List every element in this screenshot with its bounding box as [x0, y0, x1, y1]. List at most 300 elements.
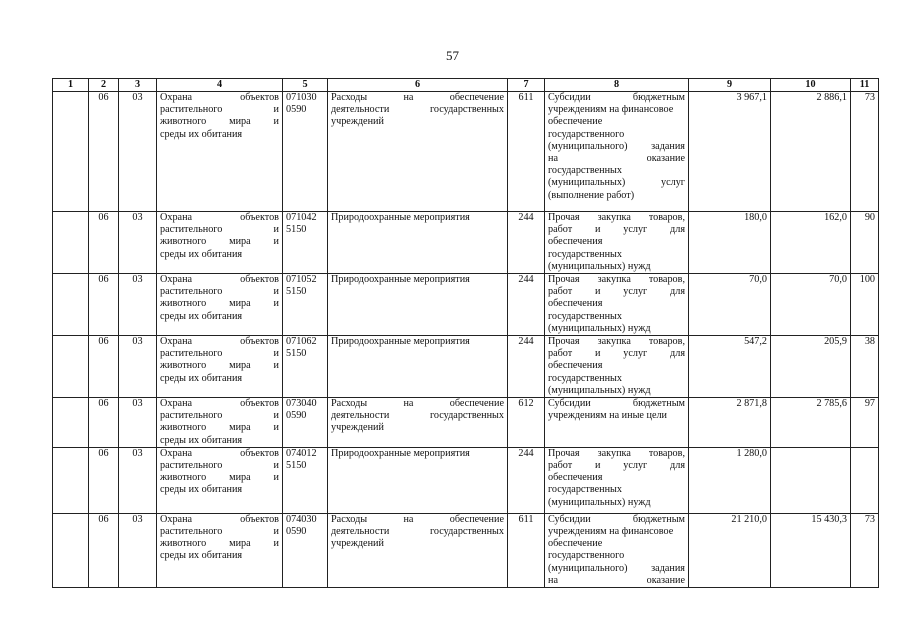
- cell-word: среды их обитания: [160, 310, 243, 322]
- cell-word: (выполнение работ): [548, 189, 635, 201]
- cell-expense-type-name: [545, 92, 689, 212]
- cell-target-code-line: [286, 398, 324, 410]
- cell-word: животного: [160, 422, 207, 434]
- budget-table: [52, 78, 879, 588]
- cell-word: на: [403, 398, 414, 410]
- cell-word: услуг: [623, 224, 648, 236]
- table-row: [53, 92, 879, 212]
- cell-word: мира: [229, 116, 251, 128]
- cell-word: услуг: [623, 460, 648, 472]
- cell-percent: 73: [851, 92, 879, 212]
- cell-program-name: [157, 274, 283, 336]
- cell-expense-type-name-line: [548, 538, 685, 550]
- cell-program-name-line: [160, 422, 279, 434]
- cell-word: Охрана: [160, 398, 193, 410]
- cell-expense-name-line: [331, 336, 504, 348]
- cell-word: объектов: [240, 92, 279, 103]
- table-row: [53, 336, 879, 398]
- cell-word: (муниципальных) нужд: [548, 384, 651, 396]
- cell-program-name-line: [160, 336, 279, 348]
- cell-word: животного: [160, 472, 207, 484]
- cell-word: и: [273, 236, 279, 248]
- cell-program-name-line: [160, 348, 279, 360]
- cell-target-code: [283, 447, 328, 513]
- cell-expense-type-name-line: [548, 410, 685, 422]
- cell-col-1: [53, 398, 89, 448]
- cell-word: на: [548, 153, 558, 165]
- cell-program-name-line: [160, 286, 279, 298]
- cell-actual-amount: 70,0: [771, 274, 851, 336]
- cell-word: бюджетным: [632, 398, 685, 410]
- table-row: [53, 398, 879, 448]
- cell-word: растительного: [160, 224, 223, 236]
- cell-expense-name: [328, 92, 508, 212]
- cell-word: оказание: [646, 574, 685, 586]
- cell-word: Природоохранные мероприятия: [331, 447, 470, 459]
- cell-expense-type-name-line: [548, 274, 685, 286]
- cell-word: деятельности: [331, 410, 390, 422]
- cell-word: растительного: [160, 410, 223, 422]
- cell-word: (муниципального): [548, 140, 628, 152]
- cell-target-code-line: [286, 336, 324, 348]
- cell-word: и: [273, 360, 279, 372]
- cell-target-code-line: [286, 224, 324, 236]
- cell-word: задания: [651, 562, 685, 574]
- cell-word: работ: [548, 348, 573, 360]
- cell-expense-type-name-line: [548, 236, 685, 248]
- cell-word: услуг: [661, 177, 685, 189]
- cell-word: объектов: [240, 212, 279, 223]
- cell-word: Субсидии: [548, 92, 591, 103]
- cell-col-1: [53, 274, 89, 336]
- cell-program-name-line: [160, 129, 279, 141]
- cell-word: и: [273, 348, 279, 360]
- cell-target-code: [283, 92, 328, 212]
- cell-word: и: [273, 286, 279, 298]
- cell-word: для: [670, 348, 685, 360]
- cell-word: обеспечения: [548, 236, 603, 248]
- cell-expense-type-name: [545, 212, 689, 274]
- cell-percent: [851, 447, 879, 513]
- cell-word: Охрана: [160, 513, 193, 525]
- cell-word: и: [595, 460, 601, 472]
- cell-target-code-line: [286, 448, 324, 460]
- cell-expense-name-line: [331, 410, 504, 422]
- cell-program-name-line: [160, 550, 279, 562]
- cell-expense-type-code: 611: [508, 92, 545, 212]
- cell-expense-type-name-line: [548, 104, 685, 116]
- cell-expense-type-name-line: [548, 249, 685, 261]
- cell-word: товаров,: [648, 274, 685, 286]
- cell-expense-type-name-line: [548, 116, 685, 128]
- cell-word: животного: [160, 538, 207, 550]
- cell-word: работ: [548, 460, 573, 472]
- table-body: [53, 92, 879, 588]
- cell-word: товаров,: [648, 212, 685, 223]
- cell-expense-name-line: [331, 526, 504, 538]
- cell-subsection: 03: [119, 274, 157, 336]
- cell-expense-name-line: [331, 274, 504, 286]
- cell-expense-type-name-line: [548, 165, 685, 177]
- cell-expense-name-line: [331, 422, 504, 434]
- cell-word: среды их обитания: [160, 248, 243, 260]
- cell-word: Охрана: [160, 212, 193, 223]
- cell-expense-type-name: [545, 398, 689, 448]
- cell-expense-type-name-line: [548, 526, 685, 538]
- cell-program-name: [157, 92, 283, 212]
- cell-word: и: [595, 224, 601, 236]
- cell-word: деятельности: [331, 526, 390, 538]
- cell-expense-type-name-line: [548, 224, 685, 236]
- cell-expense-type-name-line: [548, 550, 685, 562]
- cell-word: на: [548, 574, 558, 586]
- cell-expense-type-name-line: [548, 286, 685, 298]
- cell-word: объектов: [240, 513, 279, 525]
- cell-expense-name-line: [331, 398, 504, 410]
- cell-target-code-line: [286, 526, 324, 538]
- cell-word: 074030: [286, 513, 317, 525]
- cell-expense-name: [328, 398, 508, 448]
- cell-word: Прочая: [548, 212, 580, 223]
- cell-word: и: [273, 538, 279, 550]
- cell-expense-type-name-line: [548, 385, 685, 397]
- cell-word: животного: [160, 298, 207, 310]
- column-header-9: 9: [689, 79, 771, 92]
- cell-section: 06: [89, 513, 119, 587]
- cell-word: 071052: [286, 274, 317, 286]
- cell-word: среды их обитания: [160, 434, 243, 446]
- cell-word: животного: [160, 116, 207, 128]
- table-row: [53, 513, 879, 587]
- cell-word: на: [403, 92, 414, 103]
- cell-target-code: [283, 398, 328, 448]
- cell-section: 06: [89, 274, 119, 336]
- cell-expense-name-line: [331, 212, 504, 224]
- cell-planned-amount: 3 967,1: [689, 92, 771, 212]
- cell-word: растительного: [160, 526, 223, 538]
- cell-percent: 90: [851, 212, 879, 274]
- cell-col-1: [53, 212, 89, 274]
- cell-program-name-line: [160, 526, 279, 538]
- cell-word: растительного: [160, 348, 223, 360]
- cell-word: Охрана: [160, 92, 193, 103]
- column-header-11: 11: [851, 79, 879, 92]
- cell-word: среды их обитания: [160, 128, 243, 140]
- cell-target-code-line: [286, 92, 324, 104]
- cell-word: и: [273, 104, 279, 116]
- cell-word: Природоохранные мероприятия: [331, 274, 470, 286]
- cell-program-name-line: [160, 435, 279, 447]
- cell-word: растительного: [160, 460, 223, 472]
- cell-expense-type-code: 244: [508, 274, 545, 336]
- cell-target-code-line: [286, 104, 324, 116]
- cell-word: Субсидии: [548, 398, 591, 410]
- cell-word: среды их обитания: [160, 372, 243, 384]
- cell-word: и: [273, 116, 279, 128]
- cell-program-name-line: [160, 104, 279, 116]
- cell-word: услуг: [623, 286, 648, 298]
- cell-program-name-line: [160, 224, 279, 236]
- cell-word: Охрана: [160, 336, 193, 348]
- cell-expense-type-code: 244: [508, 212, 545, 274]
- cell-word: мира: [229, 360, 251, 372]
- cell-word: закупка: [597, 336, 631, 348]
- cell-word: обеспечения: [548, 360, 603, 372]
- cell-word: 071042: [286, 212, 317, 223]
- cell-expense-name-line: [331, 448, 504, 460]
- cell-col-1: [53, 513, 89, 587]
- cell-col-1: [53, 447, 89, 513]
- cell-col-1: [53, 92, 89, 212]
- cell-word: товаров,: [648, 336, 685, 348]
- cell-word: для: [670, 224, 685, 236]
- cell-word: и: [273, 526, 279, 538]
- cell-expense-type-name-line: [548, 484, 685, 496]
- cell-col-1: [53, 336, 89, 398]
- cell-expense-type-name-line: [548, 311, 685, 323]
- cell-expense-name-line: [331, 538, 504, 550]
- cell-expense-type-name-line: [548, 575, 685, 587]
- cell-expense-type-code: 244: [508, 336, 545, 398]
- cell-program-name-line: [160, 116, 279, 128]
- cell-program-name-line: [160, 236, 279, 248]
- cell-word: обеспечение: [449, 92, 504, 103]
- table-row: [53, 212, 879, 274]
- cell-expense-type-name-line: [548, 323, 685, 335]
- cell-program-name: [157, 398, 283, 448]
- cell-target-code-line: [286, 274, 324, 286]
- cell-word: работ: [548, 224, 573, 236]
- cell-word: обеспечения: [548, 298, 603, 310]
- cell-section: 06: [89, 92, 119, 212]
- cell-word: объектов: [240, 274, 279, 286]
- cell-expense-type-name-line: [548, 448, 685, 460]
- cell-word: среды их обитания: [160, 550, 243, 562]
- header-row: [53, 79, 879, 92]
- cell-program-name-line: [160, 514, 279, 526]
- cell-expense-type-name: [545, 447, 689, 513]
- cell-percent: 97: [851, 398, 879, 448]
- cell-word: деятельности: [331, 104, 390, 116]
- cell-word: государственных: [430, 526, 504, 538]
- cell-word: государственных: [430, 104, 504, 116]
- cell-target-code-line: [286, 348, 324, 360]
- cell-subsection: 03: [119, 212, 157, 274]
- cell-word: государственных: [548, 165, 622, 177]
- cell-program-name: [157, 447, 283, 513]
- cell-word: растительного: [160, 286, 223, 298]
- cell-word: мира: [229, 236, 251, 248]
- cell-word: и: [273, 472, 279, 484]
- cell-word: оказание: [646, 153, 685, 165]
- cell-word: 074012: [286, 447, 317, 459]
- column-header-10: 10: [771, 79, 851, 92]
- cell-word: Природоохранные мероприятия: [331, 336, 470, 348]
- cell-percent: 38: [851, 336, 879, 398]
- table-row: [53, 447, 879, 513]
- cell-word: учреждениям на финансовое: [548, 526, 674, 538]
- cell-word: Природоохранные мероприятия: [331, 212, 470, 223]
- cell-word: обеспечение: [548, 116, 603, 128]
- cell-target-code-line: [286, 286, 324, 298]
- cell-word: закупка: [597, 447, 631, 459]
- cell-word: Расходы: [331, 398, 368, 410]
- cell-expense-name: [328, 447, 508, 513]
- cell-word: для: [670, 460, 685, 472]
- column-header-8: 8: [545, 79, 689, 92]
- cell-planned-amount: 180,0: [689, 212, 771, 274]
- cell-subsection: 03: [119, 92, 157, 212]
- cell-planned-amount: 21 210,0: [689, 513, 771, 587]
- cell-word: Прочая: [548, 447, 580, 459]
- column-header-2: 2: [89, 79, 119, 92]
- cell-word: Субсидии: [548, 513, 591, 525]
- cell-expense-type-name: [545, 274, 689, 336]
- cell-subsection: 03: [119, 447, 157, 513]
- cell-expense-name: [328, 336, 508, 398]
- cell-expense-type-name-line: [548, 348, 685, 360]
- cell-program-name-line: [160, 298, 279, 310]
- cell-expense-type-code: 244: [508, 447, 545, 513]
- cell-program-name: [157, 513, 283, 587]
- cell-program-name-line: [160, 360, 279, 372]
- cell-word: (муниципальных) нужд: [548, 496, 651, 508]
- cell-word: животного: [160, 360, 207, 372]
- column-header-7: 7: [508, 79, 545, 92]
- cell-word: учреждений: [331, 116, 384, 128]
- cell-planned-amount: 2 871,8: [689, 398, 771, 448]
- cell-expense-type-name-line: [548, 261, 685, 273]
- cell-word: Прочая: [548, 274, 580, 286]
- cell-target-code-line: [286, 212, 324, 224]
- cell-subsection: 03: [119, 398, 157, 448]
- cell-word: бюджетным: [632, 92, 685, 103]
- cell-target-code-line: [286, 514, 324, 526]
- cell-word: учреждениям на иные цели: [548, 410, 668, 422]
- cell-word: мира: [229, 538, 251, 550]
- cell-word: государственных: [548, 484, 622, 496]
- cell-actual-amount: 15 430,3: [771, 513, 851, 587]
- cell-word: для: [670, 286, 685, 298]
- cell-expense-type-name-line: [548, 563, 685, 575]
- cell-actual-amount: [771, 447, 851, 513]
- cell-subsection: 03: [119, 513, 157, 587]
- cell-word: и: [273, 224, 279, 236]
- cell-word: на: [403, 513, 414, 525]
- cell-expense-name-line: [331, 104, 504, 116]
- cell-word: услуг: [623, 348, 648, 360]
- cell-word: 0590: [286, 104, 307, 116]
- cell-word: мира: [229, 472, 251, 484]
- cell-actual-amount: 205,9: [771, 336, 851, 398]
- cell-word: 0590: [286, 410, 307, 422]
- cell-expense-type-name-line: [548, 497, 685, 509]
- cell-section: 06: [89, 447, 119, 513]
- column-header-6: 6: [328, 79, 508, 92]
- cell-word: объектов: [240, 398, 279, 410]
- cell-expense-type-name-line: [548, 177, 685, 189]
- column-header-3: 3: [119, 79, 157, 92]
- cell-expense-type-name-line: [548, 360, 685, 372]
- column-header-1: 1: [53, 79, 89, 92]
- cell-expense-type-name-line: [548, 298, 685, 310]
- cell-actual-amount: 162,0: [771, 212, 851, 274]
- cell-expense-type-name-line: [548, 212, 685, 224]
- cell-subsection: 03: [119, 336, 157, 398]
- cell-target-code: [283, 336, 328, 398]
- cell-word: Прочая: [548, 336, 580, 348]
- cell-expense-type-name-line: [548, 514, 685, 526]
- cell-section: 06: [89, 398, 119, 448]
- cell-word: (муниципальных): [548, 177, 626, 189]
- cell-planned-amount: 70,0: [689, 274, 771, 336]
- cell-expense-type-name-line: [548, 373, 685, 385]
- cell-percent: 73: [851, 513, 879, 587]
- cell-word: 5150: [286, 460, 307, 472]
- cell-expense-name: [328, 212, 508, 274]
- cell-word: мира: [229, 298, 251, 310]
- cell-word: обеспечение: [449, 398, 504, 410]
- cell-word: (муниципальных) нужд: [548, 322, 651, 334]
- cell-word: и: [273, 410, 279, 422]
- cell-expense-name: [328, 513, 508, 587]
- cell-program-name-line: [160, 274, 279, 286]
- cell-word: и: [273, 422, 279, 434]
- cell-word: учреждений: [331, 422, 384, 434]
- cell-word: 073040: [286, 398, 317, 410]
- cell-percent: 100: [851, 274, 879, 336]
- cell-target-code: [283, 212, 328, 274]
- cell-word: государственного: [548, 128, 625, 140]
- cell-word: товаров,: [648, 447, 685, 459]
- cell-program-name-line: [160, 410, 279, 422]
- cell-word: обеспечение: [548, 538, 603, 550]
- cell-word: объектов: [240, 447, 279, 459]
- cell-word: Расходы: [331, 92, 368, 103]
- cell-word: 5150: [286, 286, 307, 298]
- cell-expense-type-name: [545, 513, 689, 587]
- cell-expense-type-name-line: [548, 398, 685, 410]
- cell-program-name-line: [160, 212, 279, 224]
- cell-expense-type-name-line: [548, 472, 685, 484]
- cell-program-name-line: [160, 92, 279, 104]
- cell-planned-amount: 547,2: [689, 336, 771, 398]
- cell-expense-type-name-line: [548, 153, 685, 165]
- cell-word: 5150: [286, 224, 307, 236]
- column-header-5: 5: [283, 79, 328, 92]
- cell-word: (муниципальных) нужд: [548, 260, 651, 272]
- table-row: [53, 274, 879, 336]
- cell-program-name-line: [160, 398, 279, 410]
- cell-word: и: [273, 298, 279, 310]
- cell-word: животного: [160, 236, 207, 248]
- cell-program-name-line: [160, 484, 279, 496]
- cell-expense-type-name-line: [548, 336, 685, 348]
- cell-word: учреждениям на финансовое: [548, 104, 674, 116]
- cell-word: работ: [548, 286, 573, 298]
- cell-expense-type-name-line: [548, 190, 685, 202]
- cell-program-name: [157, 212, 283, 274]
- cell-word: обеспечение: [449, 513, 504, 525]
- cell-word: объектов: [240, 336, 279, 348]
- cell-expense-type-code: 611: [508, 513, 545, 587]
- cell-expense-type-name-line: [548, 141, 685, 153]
- cell-expense-name-line: [331, 514, 504, 526]
- cell-word: растительного: [160, 104, 223, 116]
- cell-word: государственных: [548, 248, 622, 260]
- cell-word: и: [595, 286, 601, 298]
- cell-expense-type-name: [545, 336, 689, 398]
